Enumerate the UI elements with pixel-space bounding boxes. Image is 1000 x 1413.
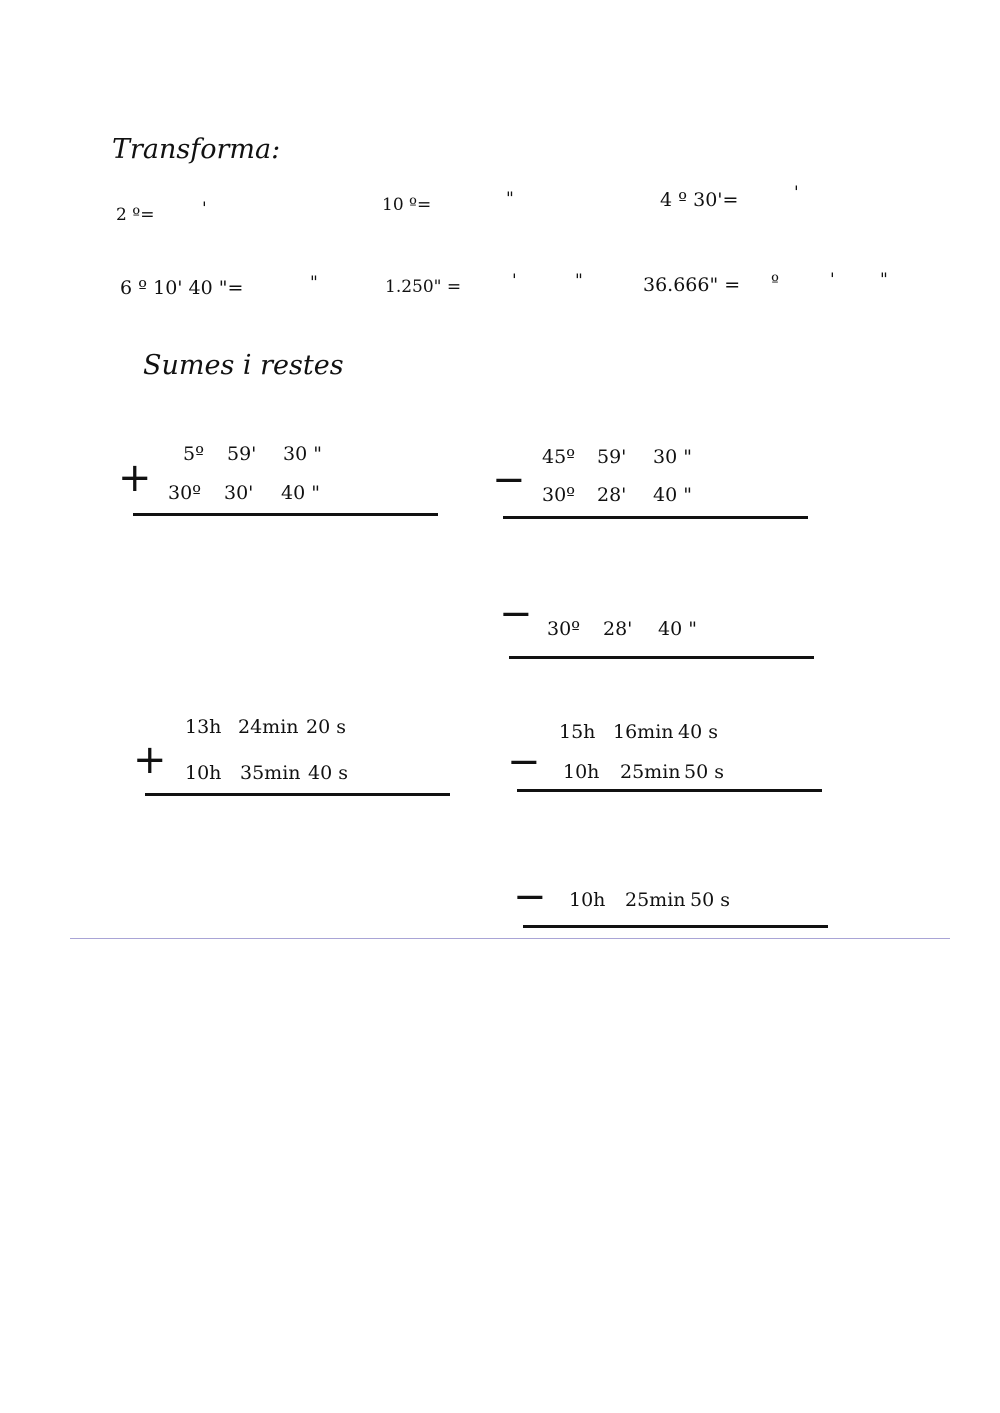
time-sub-row-2: [563, 761, 724, 783]
time-add-row-1: [185, 716, 346, 738]
cell: 30º: [542, 484, 576, 506]
transform-mark-6c: ": [880, 270, 888, 290]
section-title-transforma: Transforma:: [112, 134, 281, 165]
time-sub-row-1: [559, 721, 718, 743]
transform-mark-1a: ': [202, 199, 207, 219]
transform-mark-5a: ': [512, 271, 517, 291]
cell: 40 ": [281, 482, 320, 504]
cell: 28': [603, 618, 633, 640]
cell: 40 ": [653, 484, 692, 506]
cell: 25min: [625, 889, 686, 911]
cell: 10h: [569, 889, 606, 911]
cell: 10h: [563, 761, 600, 783]
transform-expr-3: 4 º 30'=: [660, 189, 739, 211]
minus-sign: −: [513, 874, 547, 920]
angle-add-row-2: [168, 482, 320, 504]
angle-sub-row-2: [542, 484, 692, 506]
angle-sub-row-1: [542, 446, 692, 468]
cell: 30º: [168, 482, 202, 504]
result-line: [509, 656, 814, 659]
transform-mark-3a: ': [794, 183, 799, 203]
transform-expr-5: 1.250" =: [385, 277, 462, 297]
cell: 59': [597, 446, 627, 468]
transform-expr-2: 10 º=: [382, 195, 432, 215]
cell: 20 s: [306, 716, 346, 738]
section-title-sumes-restes: Sumes i restes: [143, 350, 344, 381]
minus-sign: −: [492, 457, 526, 503]
transform-expr-4: 6 º 10' 40 "=: [120, 277, 244, 299]
cell: 30 ": [283, 443, 322, 465]
result-line: [503, 516, 808, 519]
result-line: [145, 793, 450, 796]
cell: 45º: [542, 446, 576, 468]
time-sub2-row-1: [569, 889, 730, 911]
cell: 5º: [183, 443, 205, 465]
cell: 30 ": [653, 446, 692, 468]
cell: 25min: [620, 761, 681, 783]
angle-add-row-1: [183, 443, 322, 465]
transform-expr-6: 36.666" =: [643, 274, 741, 296]
result-line: [133, 513, 438, 516]
result-line: [517, 789, 822, 792]
cell: 30º: [547, 618, 581, 640]
transform-mark-6b: ': [830, 270, 835, 290]
cell: 16min: [613, 721, 674, 743]
cell: 35min: [240, 762, 301, 784]
result-line: [523, 925, 828, 928]
transform-expr-1: 2 º=: [116, 205, 155, 225]
transform-mark-5b: ": [575, 271, 583, 291]
cell: 59': [227, 443, 257, 465]
cell: 50 s: [690, 889, 730, 911]
cell: 15h: [559, 721, 596, 743]
cell: 50 s: [684, 761, 724, 783]
minus-sign: −: [499, 591, 533, 637]
transform-mark-2a: ": [506, 189, 514, 209]
cell: 40 ": [658, 618, 697, 640]
cell: 13h: [185, 716, 222, 738]
cell: 10h: [185, 762, 222, 784]
cell: 30': [224, 482, 254, 504]
minus-sign: −: [507, 739, 541, 785]
time-add-row-2: [185, 762, 348, 784]
cell: 24min: [238, 716, 299, 738]
angle-sub2-row-1: [547, 618, 697, 640]
plus-sign: +: [118, 455, 152, 501]
transform-mark-4a: ": [310, 273, 318, 293]
cell: 40 s: [308, 762, 348, 784]
cell: 40 s: [678, 721, 718, 743]
cell: 28': [597, 484, 627, 506]
plus-sign: +: [133, 737, 167, 783]
transform-mark-6a: º: [771, 272, 779, 292]
page-separator: [70, 938, 950, 939]
